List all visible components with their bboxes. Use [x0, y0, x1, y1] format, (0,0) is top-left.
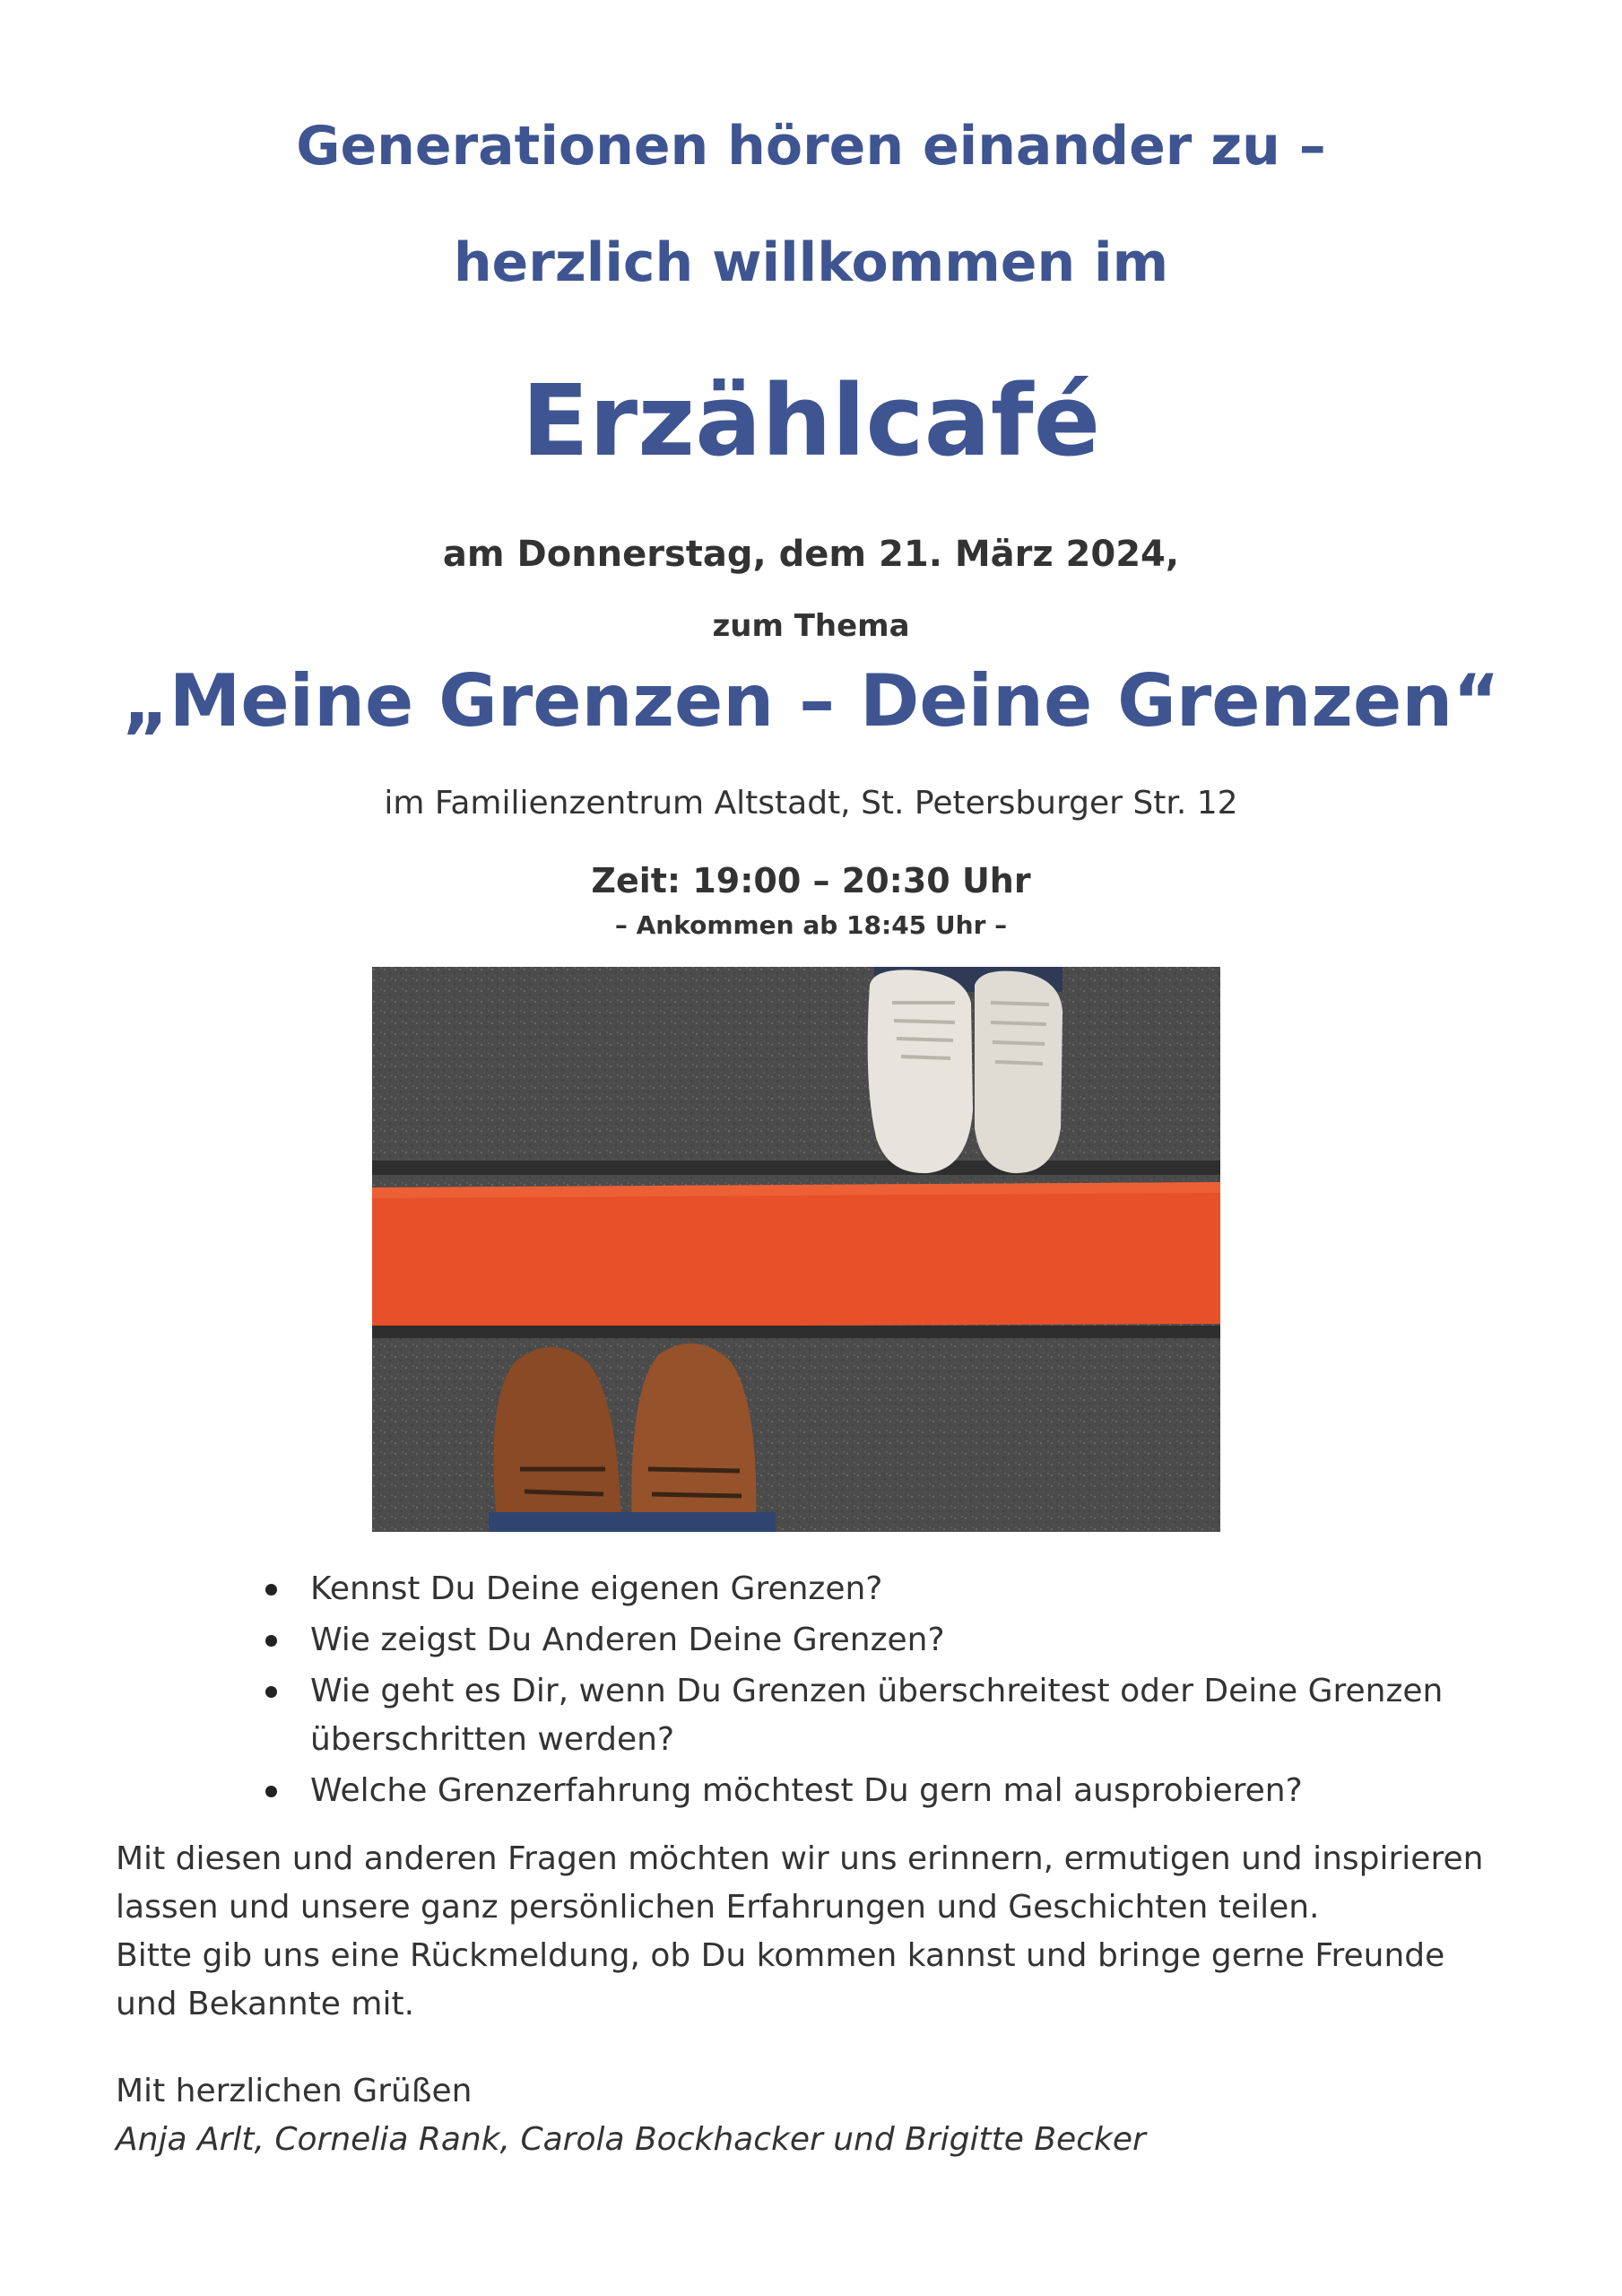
event-date: am Donnerstag, dem 21. März 2024,	[442, 534, 1180, 575]
event-location: im Familienzentrum Altstadt, St. Petersburger Str. 12	[384, 785, 1238, 822]
topic-title: „Meine Grenzen – Deine Grenzen“	[122, 659, 1500, 743]
list-item	[265, 1667, 1539, 1764]
bullet-icon	[265, 1686, 277, 1698]
question-list	[265, 1565, 1539, 1818]
question-text: Wie zeigst Du Anderen Deine Grenzen?	[310, 1622, 945, 1658]
list-item	[265, 1767, 1539, 1815]
event-name-title: Erzählcafé	[521, 363, 1101, 478]
question-text: Welche Grenzerfahrung möchtest Du gern mal ausprobieren?	[310, 1772, 1303, 1809]
bullet-icon	[265, 1786, 277, 1797]
heading-line-2: herzlich willkommen im	[453, 231, 1169, 294]
feedback-paragraph: Bitte gib uns eine Rückmeldung, ob Du kommen kannst und bringe gerne Freunde und Bekannte mit.	[116, 1937, 1445, 2022]
closing-greeting: Mit herzlichen Grüßen	[116, 2073, 473, 2109]
organizer-signatures: Anja Arlt, Cornelia Rank, Carola Bockhacker und Brigitte Becker	[116, 2121, 1146, 2158]
question-text: Wie geht es Dir, wenn Du Grenzen überschreitest oder Deine Grenzen überschritten werden?	[310, 1673, 1444, 1758]
white-sneakers	[868, 967, 1063, 1173]
orange-boundary-line	[372, 1182, 1220, 1327]
event-time: Zeit: 19:00 – 20:30 Uhr	[591, 861, 1031, 900]
bullet-icon	[265, 1635, 277, 1647]
intro-paragraph: Mit diesen und anderen Fragen möchten wir uns erinnern, ermutigen und inspirieren lassen und unsere ganz persönlichen Erfahrungen und Geschichten teilen.	[116, 1840, 1484, 1926]
question-text: Kennst Du Deine eigenen Grenzen?	[310, 1570, 883, 1607]
heading-line-1: Generationen hören einander zu –	[296, 115, 1326, 178]
arrival-time: – Ankommen ab 18:45 Uhr –	[614, 910, 1008, 940]
topic-intro: zum Thema	[712, 608, 910, 644]
boundary-shoes-photo	[372, 967, 1220, 1532]
list-item	[265, 1565, 1539, 1613]
bullet-icon	[265, 1584, 277, 1596]
list-item	[265, 1616, 1539, 1665]
